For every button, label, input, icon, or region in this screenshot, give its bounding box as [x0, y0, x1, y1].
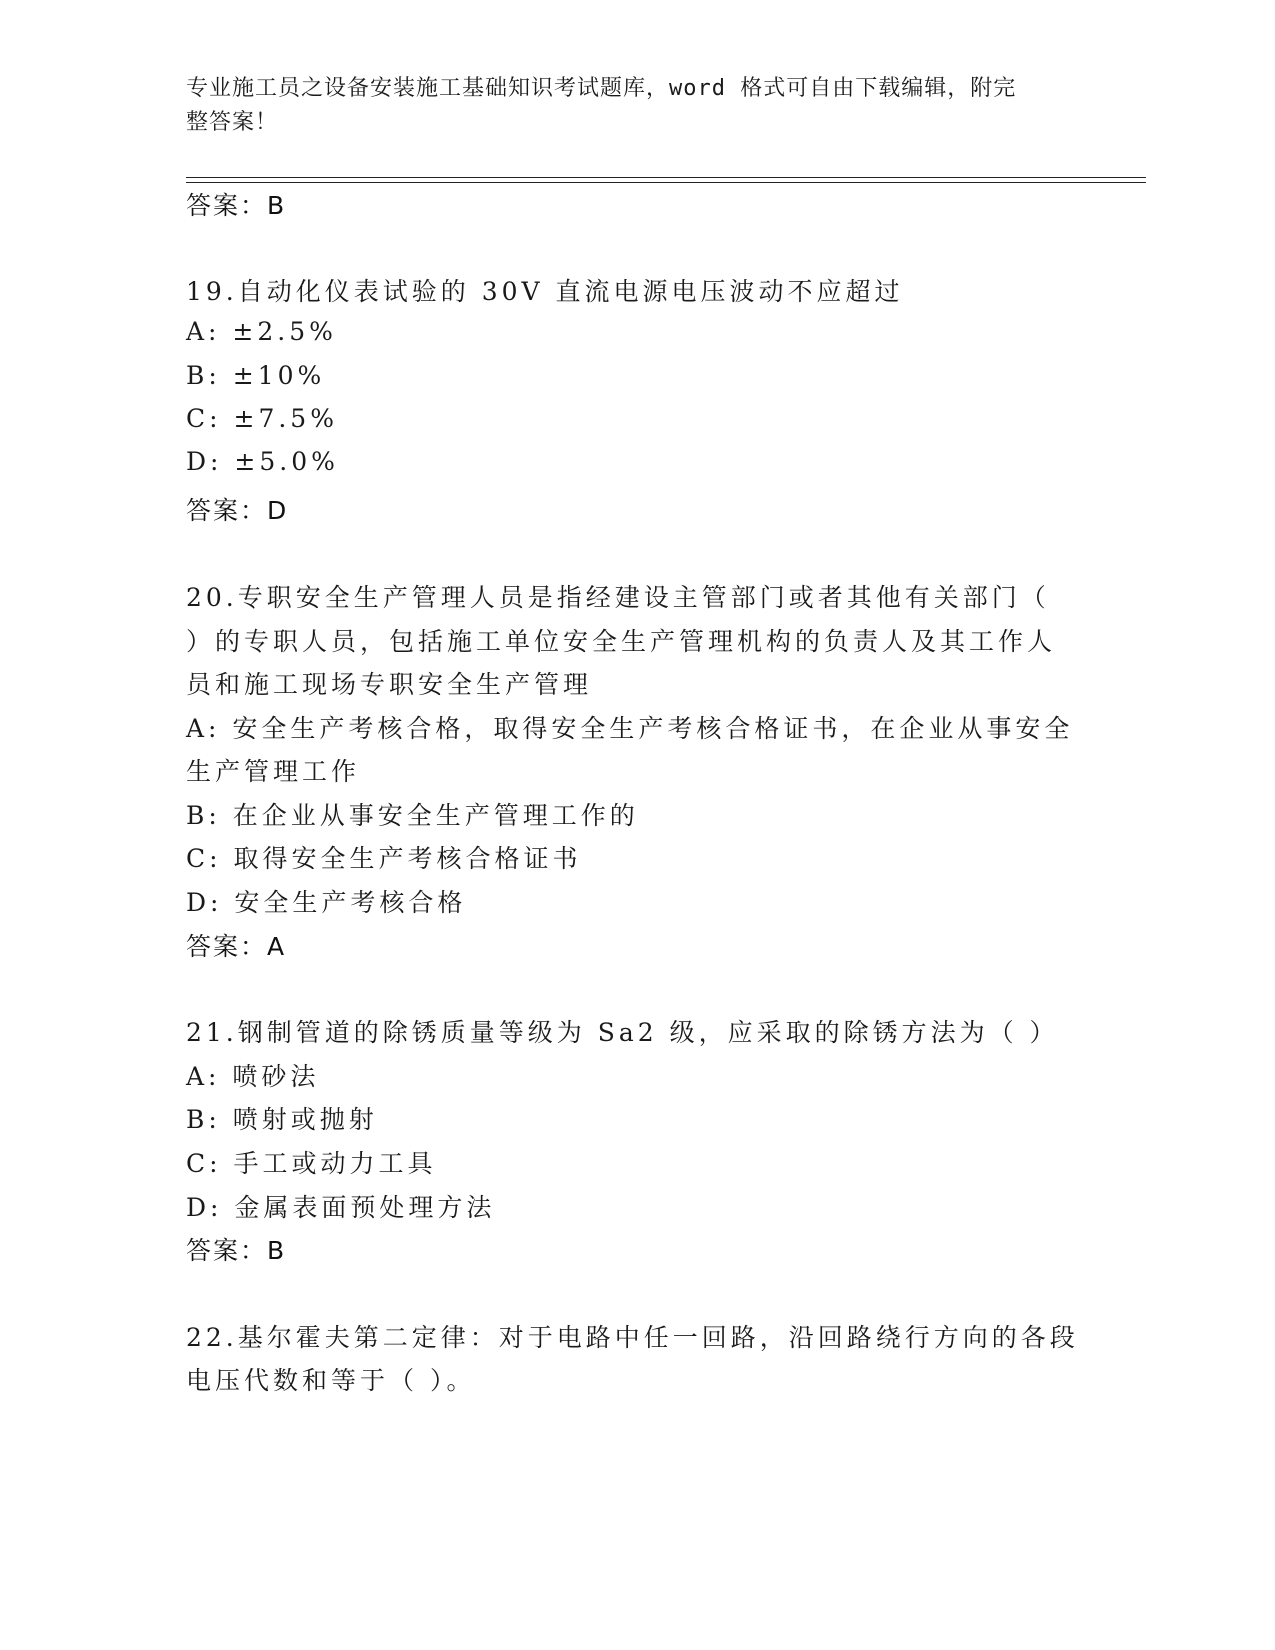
question-19-option-c: C: ±7.5%: [186, 404, 338, 433]
question-20-option-a-line-1: A: 安全生产考核合格，取得安全生产考核合格证书，在企业从事安全: [186, 714, 1074, 743]
document-header: [186, 72, 1066, 140]
question-20-answer: 答案：A: [186, 932, 287, 961]
question-20-stem-line-3: 员和施工现场专职安全生产管理: [186, 670, 593, 699]
question-19-option-b: B: ±10%: [186, 361, 326, 390]
header-line-2: 整答案！: [186, 110, 279, 135]
question-21-stem: 21.钢制管道的除锈质量等级为 Sa2 级，应采取的除锈方法为（ ）: [186, 1018, 1059, 1047]
question-20-option-d: D: 安全生产考核合格: [186, 888, 467, 917]
question-20-stem-line-1: 20.专职安全生产管理人员是指经建设主管部门或者其他有关部门（: [186, 583, 1050, 612]
answer-previous: 答案：B: [186, 191, 287, 220]
header-line-1: 专业施工员之设备安装施工基础知识考试题库，word 格式可自由下载编辑，附完: [186, 76, 1017, 101]
question-22-stem-line-2: 电压代数和等于（ ）。: [186, 1366, 476, 1395]
question-21-option-c: C: 手工或动力工具: [186, 1149, 437, 1178]
question-20-option-a-line-2: 生产管理工作: [186, 757, 361, 786]
question-21-answer: 答案：B: [186, 1236, 287, 1265]
question-21-option-d: D: 金属表面预处理方法: [186, 1193, 496, 1222]
question-19-option-d: D: ±5.0%: [186, 447, 339, 476]
question-20-option-b: B: 在企业从事安全生产管理工作的: [186, 801, 639, 830]
question-21-option-b: B: 喷射或抛射: [186, 1105, 378, 1134]
question-22-stem-line-1: 22.基尔霍夫第二定律：对于电路中任一回路，沿回路绕行方向的各段: [186, 1323, 1079, 1352]
question-19-option-a: A: ±2.5%: [186, 317, 337, 346]
question-21-option-a: A: 喷砂法: [186, 1062, 320, 1091]
header-rule-bottom: [186, 182, 1146, 183]
question-19-stem: 19.自动化仪表试验的 30V 直流电源电压波动不应超过: [186, 277, 904, 306]
question-20-option-c: C: 取得安全生产考核合格证书: [186, 844, 582, 873]
question-20-stem-line-2: ）的专职人员，包括施工单位安全生产管理机构的负责人及其工作人: [186, 627, 1057, 656]
header-rule-top: [186, 177, 1146, 178]
question-19-answer: 答案：D: [186, 496, 289, 525]
